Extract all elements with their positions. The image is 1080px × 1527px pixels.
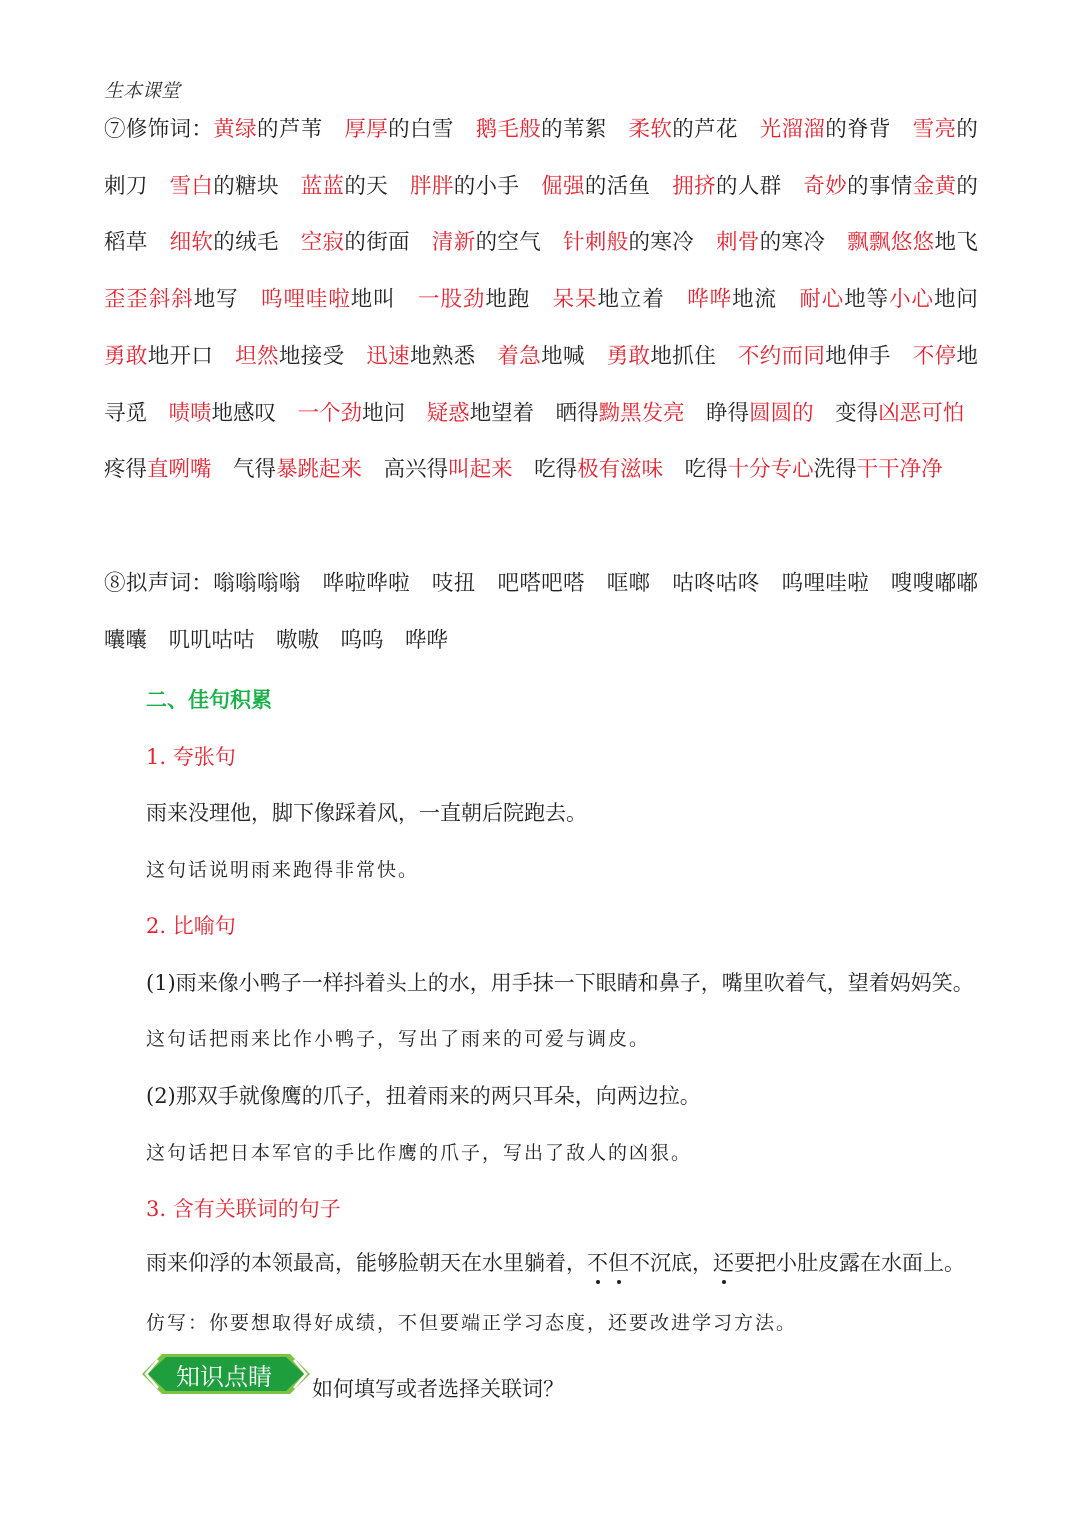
plain-word: 地飞	[934, 230, 1000, 256]
emphasis-char-bu: 不	[587, 1247, 608, 1277]
highlighted-word: 呜哩哇啦	[261, 287, 351, 313]
highlighted-word: 光溜溜	[759, 117, 826, 142]
plain-word: 地感叹	[211, 400, 298, 426]
plain-word: 地开口	[147, 343, 236, 369]
plain-word: 地接受	[278, 343, 367, 369]
plain-word: 地抓住	[650, 343, 738, 369]
metaphor-sentence-2: (2)那双手就像鹰的爪子，扭着雨来的两只耳朵，向两边拉。	[146, 1084, 701, 1108]
highlighted-word: 厚厚	[344, 117, 389, 142]
highlighted-word: 飘飘悠悠	[847, 230, 935, 256]
highlighted-word: 凶恶可怕	[878, 400, 965, 426]
highlighted-word: 胖胖	[409, 173, 454, 199]
highlighted-word: 呆呆	[552, 287, 598, 313]
highlighted-word: 不停	[912, 343, 957, 369]
exaggeration-sentence: 雨来没理他，脚下像踩着风，一直朝后院跑去。	[146, 801, 587, 825]
metaphor-note-2: 这句话把日本军官的手比作鹰的爪子，写出了敌人的凶狠。	[146, 1142, 693, 1164]
plain-word: 的街面	[344, 230, 432, 256]
plain-word: 地叫	[350, 287, 419, 313]
plain-word: 地流	[732, 287, 800, 313]
exaggeration-note: 这句话说明雨来跑得非常快。	[146, 859, 420, 881]
conjunction-sentence-part-a: 雨来仰浮的本领最高，能够脸朝天在水里躺着，	[146, 1251, 587, 1275]
plain-word: 地等	[844, 287, 890, 313]
plain-word: 地写	[193, 287, 262, 313]
highlighted-word: 不约而同	[737, 343, 826, 369]
plain-word: 的苇絮	[541, 117, 629, 142]
highlighted-word: 倔强	[541, 173, 585, 199]
plain-word: 地跑	[485, 287, 553, 313]
highlighted-word: 疑惑	[426, 400, 470, 426]
plain-word: 气得	[211, 457, 277, 483]
highlighted-word: 细软	[169, 230, 214, 256]
highlighted-word: 勇敢	[606, 343, 651, 369]
plain-word: 的小手	[453, 173, 542, 199]
tip-question: 如何填写或者选择关联词？	[312, 1377, 564, 1401]
plain-word: 高兴得	[362, 457, 449, 483]
plain-word: 地伸手	[825, 343, 913, 369]
plain-word: 睁得	[684, 400, 750, 426]
highlighted-word: 蓝蓝	[300, 173, 345, 199]
highlighted-word: 鹅毛般	[475, 117, 542, 142]
plain-word: 吃得	[663, 457, 728, 483]
plain-word: 的活鱼	[584, 173, 673, 199]
plain-word: 的脊背	[825, 117, 913, 142]
plain-word: 的人群	[715, 173, 804, 199]
highlighted-word: 着急	[497, 343, 542, 369]
subtitle-exaggeration: 1. 夸张句	[146, 745, 236, 769]
plain-word: 地熟悉	[410, 343, 498, 369]
page-header-label: 生本课堂	[104, 80, 181, 102]
plain-word: 的绒毛	[213, 230, 301, 256]
plain-word: 疼得	[104, 400, 986, 483]
conjunction-sentence-part-c: 要把小肚皮露在水面上。	[734, 1251, 965, 1275]
highlighted-word: 直咧嘴	[147, 457, 212, 483]
highlighted-word: 勇敢	[104, 343, 148, 369]
knowledge-tip-badge	[140, 1352, 312, 1396]
metaphor-sentence-1: (1)雨来像小鸭子一样抖着头上的水，用手抹一下眼睛和鼻子，嘴里吹着气，望着妈妈笑。	[146, 971, 974, 995]
plain-word: 洗得	[813, 457, 857, 483]
highlighted-word: 空寂	[300, 230, 345, 256]
highlighted-word: 一股劲	[418, 287, 486, 313]
plain-word: 的寒冷	[628, 230, 716, 256]
plain-word: 的寒冷	[759, 230, 848, 256]
plain-word: 变得	[813, 400, 879, 426]
emphasis-char-dan: 但	[608, 1247, 629, 1277]
highlighted-word: 坦然	[235, 343, 279, 369]
badge-label: 知识点睛	[176, 1363, 272, 1391]
plain-word: 的事情	[847, 173, 913, 199]
highlighted-word: 十分专心	[727, 457, 814, 483]
metaphor-note-1: 这句话把雨来比作小鸭子，写出了雨来的可爱与调皮。	[146, 1028, 651, 1050]
highlighted-word: 干干净净	[856, 457, 943, 483]
highlighted-word: 针刺般	[562, 230, 629, 256]
plain-word: 的刺刀	[104, 117, 978, 199]
highlighted-word: 刺骨	[715, 230, 760, 256]
highlighted-word: 小心	[889, 287, 934, 313]
plain-word: 吃得	[512, 457, 578, 483]
plain-word: 的空气	[475, 230, 563, 256]
plain-word: 地寻觅	[104, 343, 978, 426]
highlighted-word: 一个劲	[297, 400, 363, 426]
subtitle-conjunction: 3. 含有关联词的句子	[146, 1197, 341, 1221]
highlighted-word: 柔软	[628, 117, 673, 142]
highlighted-word: 啧啧	[168, 400, 212, 426]
highlighted-word: 暴跳起来	[276, 457, 363, 483]
plain-word: 地问	[933, 287, 1000, 313]
highlighted-word: 雪亮	[912, 117, 957, 142]
plain-word: 的白雪	[388, 117, 476, 142]
section-title-sentences: 二、佳句积累	[146, 687, 272, 712]
plain-word: 晒得	[555, 400, 599, 426]
imitation-sentence: 仿写：你要想取得好成绩，不但要端正学习态度，还要改进学习方法。	[146, 1312, 798, 1334]
plain-word: 的天	[344, 173, 410, 199]
highlighted-word: 拥挤	[672, 173, 716, 199]
plain-word: 地喊	[541, 343, 607, 369]
highlighted-word: 黝黑发亮	[598, 400, 685, 426]
highlighted-word: 耐心	[799, 287, 845, 313]
plain-word: 的芦花	[672, 117, 760, 142]
highlighted-word: 金黄	[912, 173, 957, 199]
highlighted-word: 极有滋味	[577, 457, 664, 483]
emphasis-char-hai: 还	[713, 1247, 734, 1277]
highlighted-word: 奇妙	[803, 173, 848, 199]
plain-word: 地立着	[597, 287, 688, 313]
highlighted-word: 清新	[431, 230, 476, 256]
highlighted-word: 迅速	[366, 343, 410, 369]
onomatopoeia-paragraph: ⑧拟声词：嗡嗡嗡嗡 哗啦哗啦 吱扭 吧嗒吧嗒 哐啷 咕咚咕咚 呜哩哇啦 嗖嗖嘟嘟囔囔 叽叽咕咕 嗷嗷 呜呜 哗哗	[104, 571, 978, 653]
highlighted-word: 叫起来	[448, 457, 513, 483]
modifiers-paragraph	[104, 102, 1000, 499]
plain-word: 地望着	[469, 400, 556, 426]
plain-word: ⑦修饰词：	[104, 117, 214, 142]
highlighted-word: 哗哗	[687, 287, 733, 313]
highlighted-word: 雪白	[169, 173, 214, 199]
highlighted-word: 歪歪斜斜	[104, 287, 194, 313]
plain-word: 地问	[362, 400, 427, 426]
highlighted-word: 黄绿	[213, 117, 257, 142]
plain-word: 的稻草	[104, 173, 978, 256]
plain-word: 的糖块	[213, 173, 301, 199]
conjunction-sentence-part-b: 不沉底，	[629, 1251, 713, 1275]
highlighted-word: 圆圆的	[749, 400, 814, 426]
subtitle-metaphor: 2. 比喻句	[146, 914, 236, 938]
conjunction-sentence	[146, 1247, 965, 1277]
plain-word: 的芦苇	[257, 117, 345, 142]
